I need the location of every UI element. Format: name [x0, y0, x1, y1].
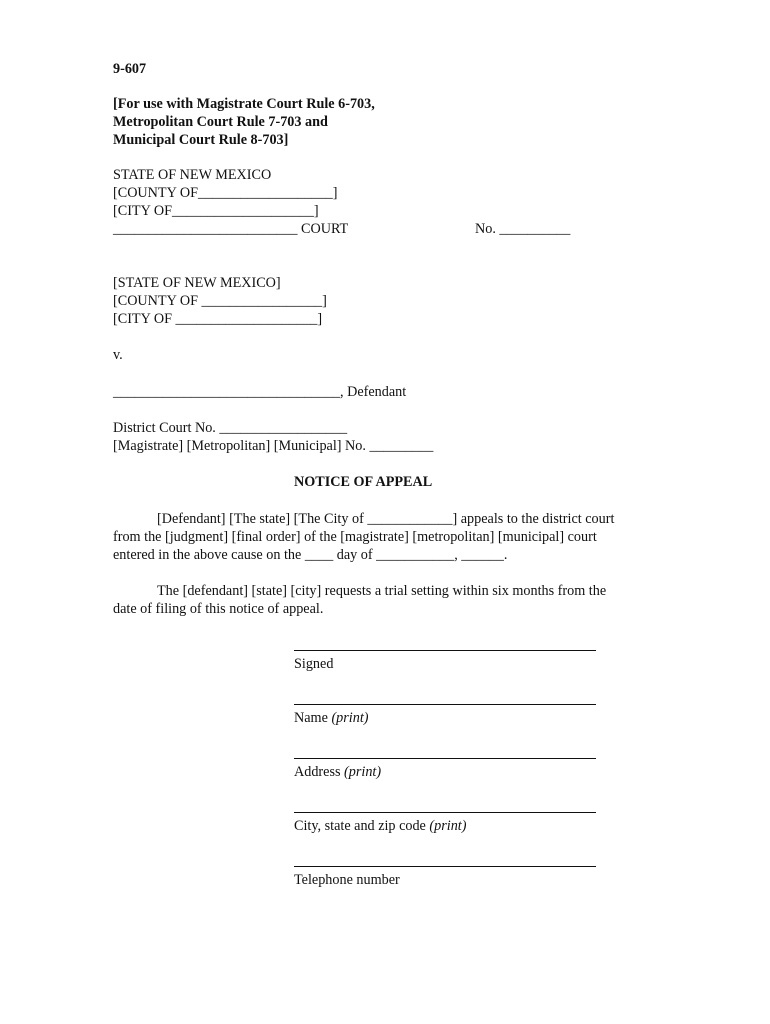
plaintiff-state: [STATE OF NEW MEXICO]: [113, 275, 281, 291]
address-rule: [294, 758, 596, 759]
paragraph2-line-1: The [defendant] [state] [city] requests a trial setting within six months from the: [157, 583, 607, 599]
caption-court: __________________________ COURT: [113, 221, 349, 237]
caption-state: STATE OF NEW MEXICO: [113, 167, 272, 183]
plaintiff-city: [CITY OF ____________________]: [113, 311, 323, 327]
signature-rule: [294, 650, 596, 651]
city-label: [294, 817, 466, 835]
name-rule: [294, 704, 596, 705]
paragraph1-line-2: from the [judgment] [final order] of the [magistrate] [metropolitan] [municipal] court: [113, 529, 597, 545]
use-note-line-3: Municipal Court Rule 8-703]: [113, 132, 289, 148]
name-print-note: (print): [331, 710, 369, 726]
caption-city: [CITY OF____________________]: [113, 203, 319, 219]
use-note-line-1: [For use with Magistrate Court Rule 6-703,: [113, 96, 375, 112]
paragraph2-line-2: date of filing of this notice of appeal.: [113, 601, 324, 617]
document-title: NOTICE OF APPEAL: [294, 474, 433, 490]
use-note-line-2: Metropolitan Court Rule 7-703 and: [113, 114, 328, 130]
versus: v.: [113, 347, 123, 363]
form-number: 9-607: [113, 61, 147, 77]
plaintiff-county: [COUNTY OF _________________]: [113, 293, 327, 309]
caption-county: [COUNTY OF___________________]: [113, 185, 338, 201]
district-court-number: District Court No. __________________: [113, 420, 348, 436]
address-label-text: Address: [294, 764, 341, 780]
defendant-line: ________________________________, Defendant: [113, 384, 407, 400]
paragraph1-line-3: entered in the above cause on the ____ day of ___________, ______.: [113, 547, 508, 563]
name-label: [294, 709, 368, 727]
paragraph1-line-1: [Defendant] [The state] [The City of ____________] appeals to the district court: [157, 511, 615, 527]
city-rule: [294, 812, 596, 813]
telephone-rule: [294, 866, 596, 867]
telephone-label: Telephone number: [294, 872, 400, 888]
caption-case-number: No. __________: [475, 221, 571, 237]
city-print-note: (print): [429, 818, 467, 834]
city-label-text: City, state and zip code: [294, 818, 426, 834]
signed-label: Signed: [294, 656, 334, 672]
address-print-note: (print): [344, 764, 382, 780]
address-label: [294, 763, 381, 781]
lower-court-number: [Magistrate] [Metropolitan] [Municipal] No. _________: [113, 438, 434, 454]
name-label-text: Name: [294, 710, 328, 726]
